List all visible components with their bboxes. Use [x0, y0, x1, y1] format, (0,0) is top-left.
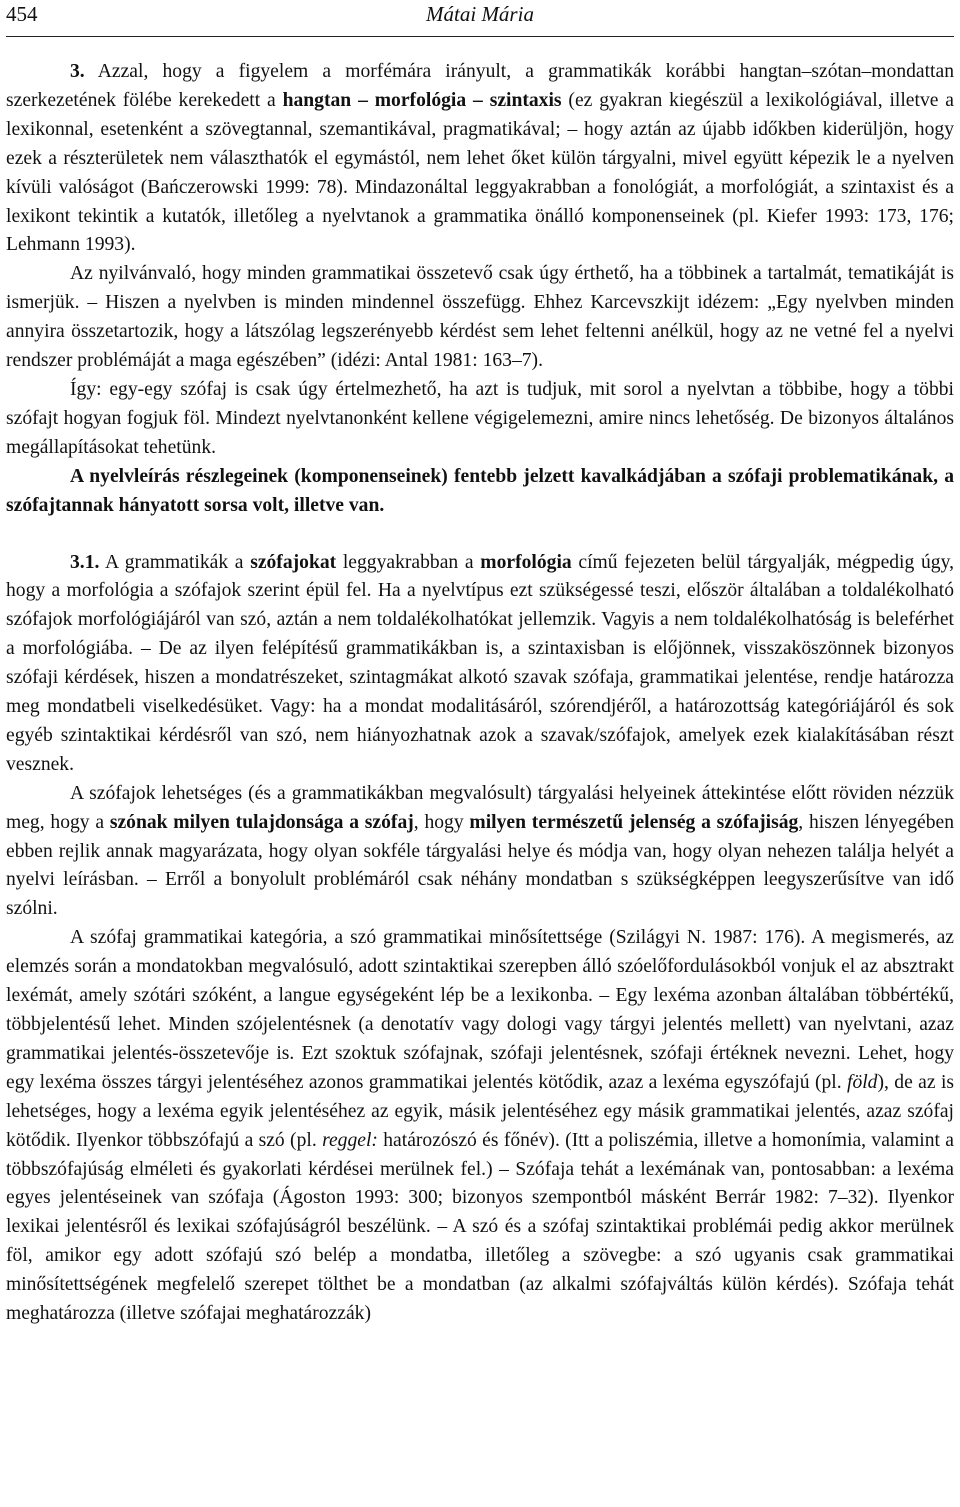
text-run: Így: egy-egy szófaj is csak úgy értelmezhető, ha azt is tudjuk, mit sorol a nyelvtan a többibe, hogy a többi szófajt hogyan fogjuk föl. Mindezt nyelvtanonként kellene végigelemezni, amire nincs lehetőség. De bizonyos általános megállapításokat tehetünk. — [6, 378, 954, 458]
text-run: ), de az is lehetséges, hogy a lexéma egyik jelentéséhez az egyik, másik jelentéséhez egy másik grammatikai jelentés, azaz szófaj kötődik. Ilyenkor többszófajú a szó (pl. — [6, 1071, 955, 1151]
italic-text: föld — [847, 1071, 878, 1093]
bold-text: szónak milyen tulajdonsága a szófaj — [109, 811, 414, 833]
page-number: 454 — [6, 2, 38, 26]
text-run: A szófaj grammatikai kategória, a szó grammatikai minősítettsége (Szilágyi N. 1987: 176). A megismerés, az elemzés során a mondatokban megvalósuló, adott szintaktikai szerepben álló szóelőfordulásokból vonjuk el az absztrakt lexémát, amely szótári szóként, a langue egységeként lép be a lexikonba. – Egy lexéma azonban általában többértékű, többjelentésű lehet. Minden szójelentésnek (a denotatív vagy dologi vagy tárgyi jelentés mellett) van nyelvtani, azaz grammatikai jelentés-összetevője is. Ezt szoktuk szófajnak, szófaji jelentésnek, szófaji értéknek nevezni. Lehet, hogy egy lexéma összes tárgyi jelentéséhez azonos grammatikai jelentés kötődik, azaz a lexéma egyszófajú (pl. — [6, 927, 954, 1093]
text-run: leggyakrabban a — [336, 551, 481, 573]
paragraph — [6, 58, 954, 260]
bold-text: milyen természetű jelenség a szófajiság — [469, 811, 799, 833]
paragraph — [6, 924, 954, 1329]
text-run: (ez gyakran kiegészül a lexikológiával, illetve a lexikonnal, esetenként a szövegtannal, szemantikával, pragmatikával; – hogy aztán az újabb időkben kiderüljön, hogy ezek a részterületek nem választhatók el egymástól, nem lehet őket külön tárgyalni, mivel együtt képezik le a nyelven kívüli valóságot (Bańczerowski 1999: 78). Mindazonáltal leggyakrabban a fonológiát, a morfológiát, a szintaxist és a lexikont tekintik a kutatók, illetőleg a nyelvtanok a grammatika önálló komponenseinek (pl. Kiefer 1993: 173, 176; Lehmann 1993). — [6, 89, 955, 256]
text-run: című fejezeten belül tárgyalják, mégpedig úgy, hogy a morfológia a szófajok szerint épül fel. Ha a nyelvtípus ezt szükségessé teszi, először általában a toldalékolható szófajok morfológiájáról van szó, aztán a nem toldalékolhatókat jellemzik. Vagyis a nem toldalékolhatóság is beleférhet a morfológiába. – De az ilyen felépítésű grammatikákban is, a szintaxisban is előjönnek, visszaköszönnek bizonyos szófaji kérdések, hiszen a mondatrészeket, szintagmákat alkotó szavak szófaja, grammatikai jelentése, rendje határozza meg mondatbeli viselkedésüket. Vagy: ha a mondat modalitásáról, szórendjéről, a határozottság kategóriájáról és sok egyéb szintaktikai kérdésről van szó, nem hiányozhatnak azok a szavak/szófajok, amelyek ezek kialakításában részt vesznek. — [6, 551, 954, 775]
section-gap — [6, 521, 954, 549]
bold-text: hangtan – morfológia – szintaxis — [282, 89, 562, 111]
bold-text: morfológia — [480, 551, 572, 573]
text-run: Az nyilvánvaló, hogy minden grammatikai összetevő csak úgy érthető, ha a többinek a tartalmát, tematikáját is ismerjük. – Hiszen a nyelvben is minden mindennel összefügg. Ehhez Karcevszkijt idézem: „Egy nyelvben minden annyira összetartozik, hogy a látszólag legszerényebb kérdést sem lehet feltenni anélkül, hogy az ne vetné fel a nyelvi rendszer problémáját a maga egészében” (idézi: Antal 1981: 163–7). — [6, 263, 954, 372]
text-run: Azzal, hogy a figyelem a morfémára irányult, a grammatikák korábbi hangtan–szótan–mondattan szerkezetének fölébe kerekedett a — [6, 61, 954, 111]
text-run: A szófajok lehetséges (és a grammatikákban megvalósult) tárgyalási helyeinek áttekintése előtt röviden nézzük meg, hogy a — [6, 782, 954, 833]
bold-text: 3. — [70, 61, 85, 82]
text-run: határozószó és főnév). (Itt a poliszémia, illetve a homonímia, valamint a többszófajúság elméleti és gyakorlati kérdései merülnek fel.) – Szófaja tehát a lexémának van, pontosabban: a lexéma egyes jelentéseinek van szófaja (Ágoston 1993: 300; bizonyos szempontból másként Berrár 1982: 7–32). Ilyenkor lexikai jelentésről és lexikai szófajúságról beszélünk. – A szó és a szófaj szintaktikai problémái pedig akkor merülnek föl, amikor egy adott szófajú szó belép a mondatba, illetőleg a szövegbe: a szó ugyanis csak grammatikai minősítettségének megfelelő szerepet tölthet be a mondatban (az alkalmi szófajváltás külön kérdés). Szófaja tehát meghatározza (illetve szófajai meghatározzák) — [6, 1129, 955, 1325]
text-run: , hiszen lényegében ebben rejlik annak magyarázata, hogy olyan sokféle tárgyalási helye és módja van, hogy olyan nehezen találja helyét a nyelvi leírásban. – Erről a bonyolult problémáról csak néhány mondatban s szükségképpen leegyszerűsítve van idő szólni. — [6, 811, 955, 920]
text-run: A grammatikák a — [99, 551, 251, 573]
paragraph — [6, 260, 954, 376]
paragraph — [6, 780, 954, 925]
running-head-author: Mátai Mária — [426, 2, 534, 26]
paragraph — [6, 376, 954, 463]
bold-text: A nyelvleírás részlegeinek (komponenseinek) fentebb jelzett kavalkádjában a szófaji problematikának, a szófajtannak hányatott sorsa volt, illetve van. — [6, 465, 954, 516]
page-body — [6, 58, 954, 1329]
paragraph — [6, 549, 954, 780]
paragraph — [6, 463, 954, 521]
bold-text: szófajokat — [250, 551, 337, 573]
page-header — [6, 0, 954, 37]
text-run: , hogy — [413, 811, 470, 833]
bold-text: 3.1. — [70, 551, 100, 573]
italic-text: reggel: — [322, 1129, 378, 1151]
